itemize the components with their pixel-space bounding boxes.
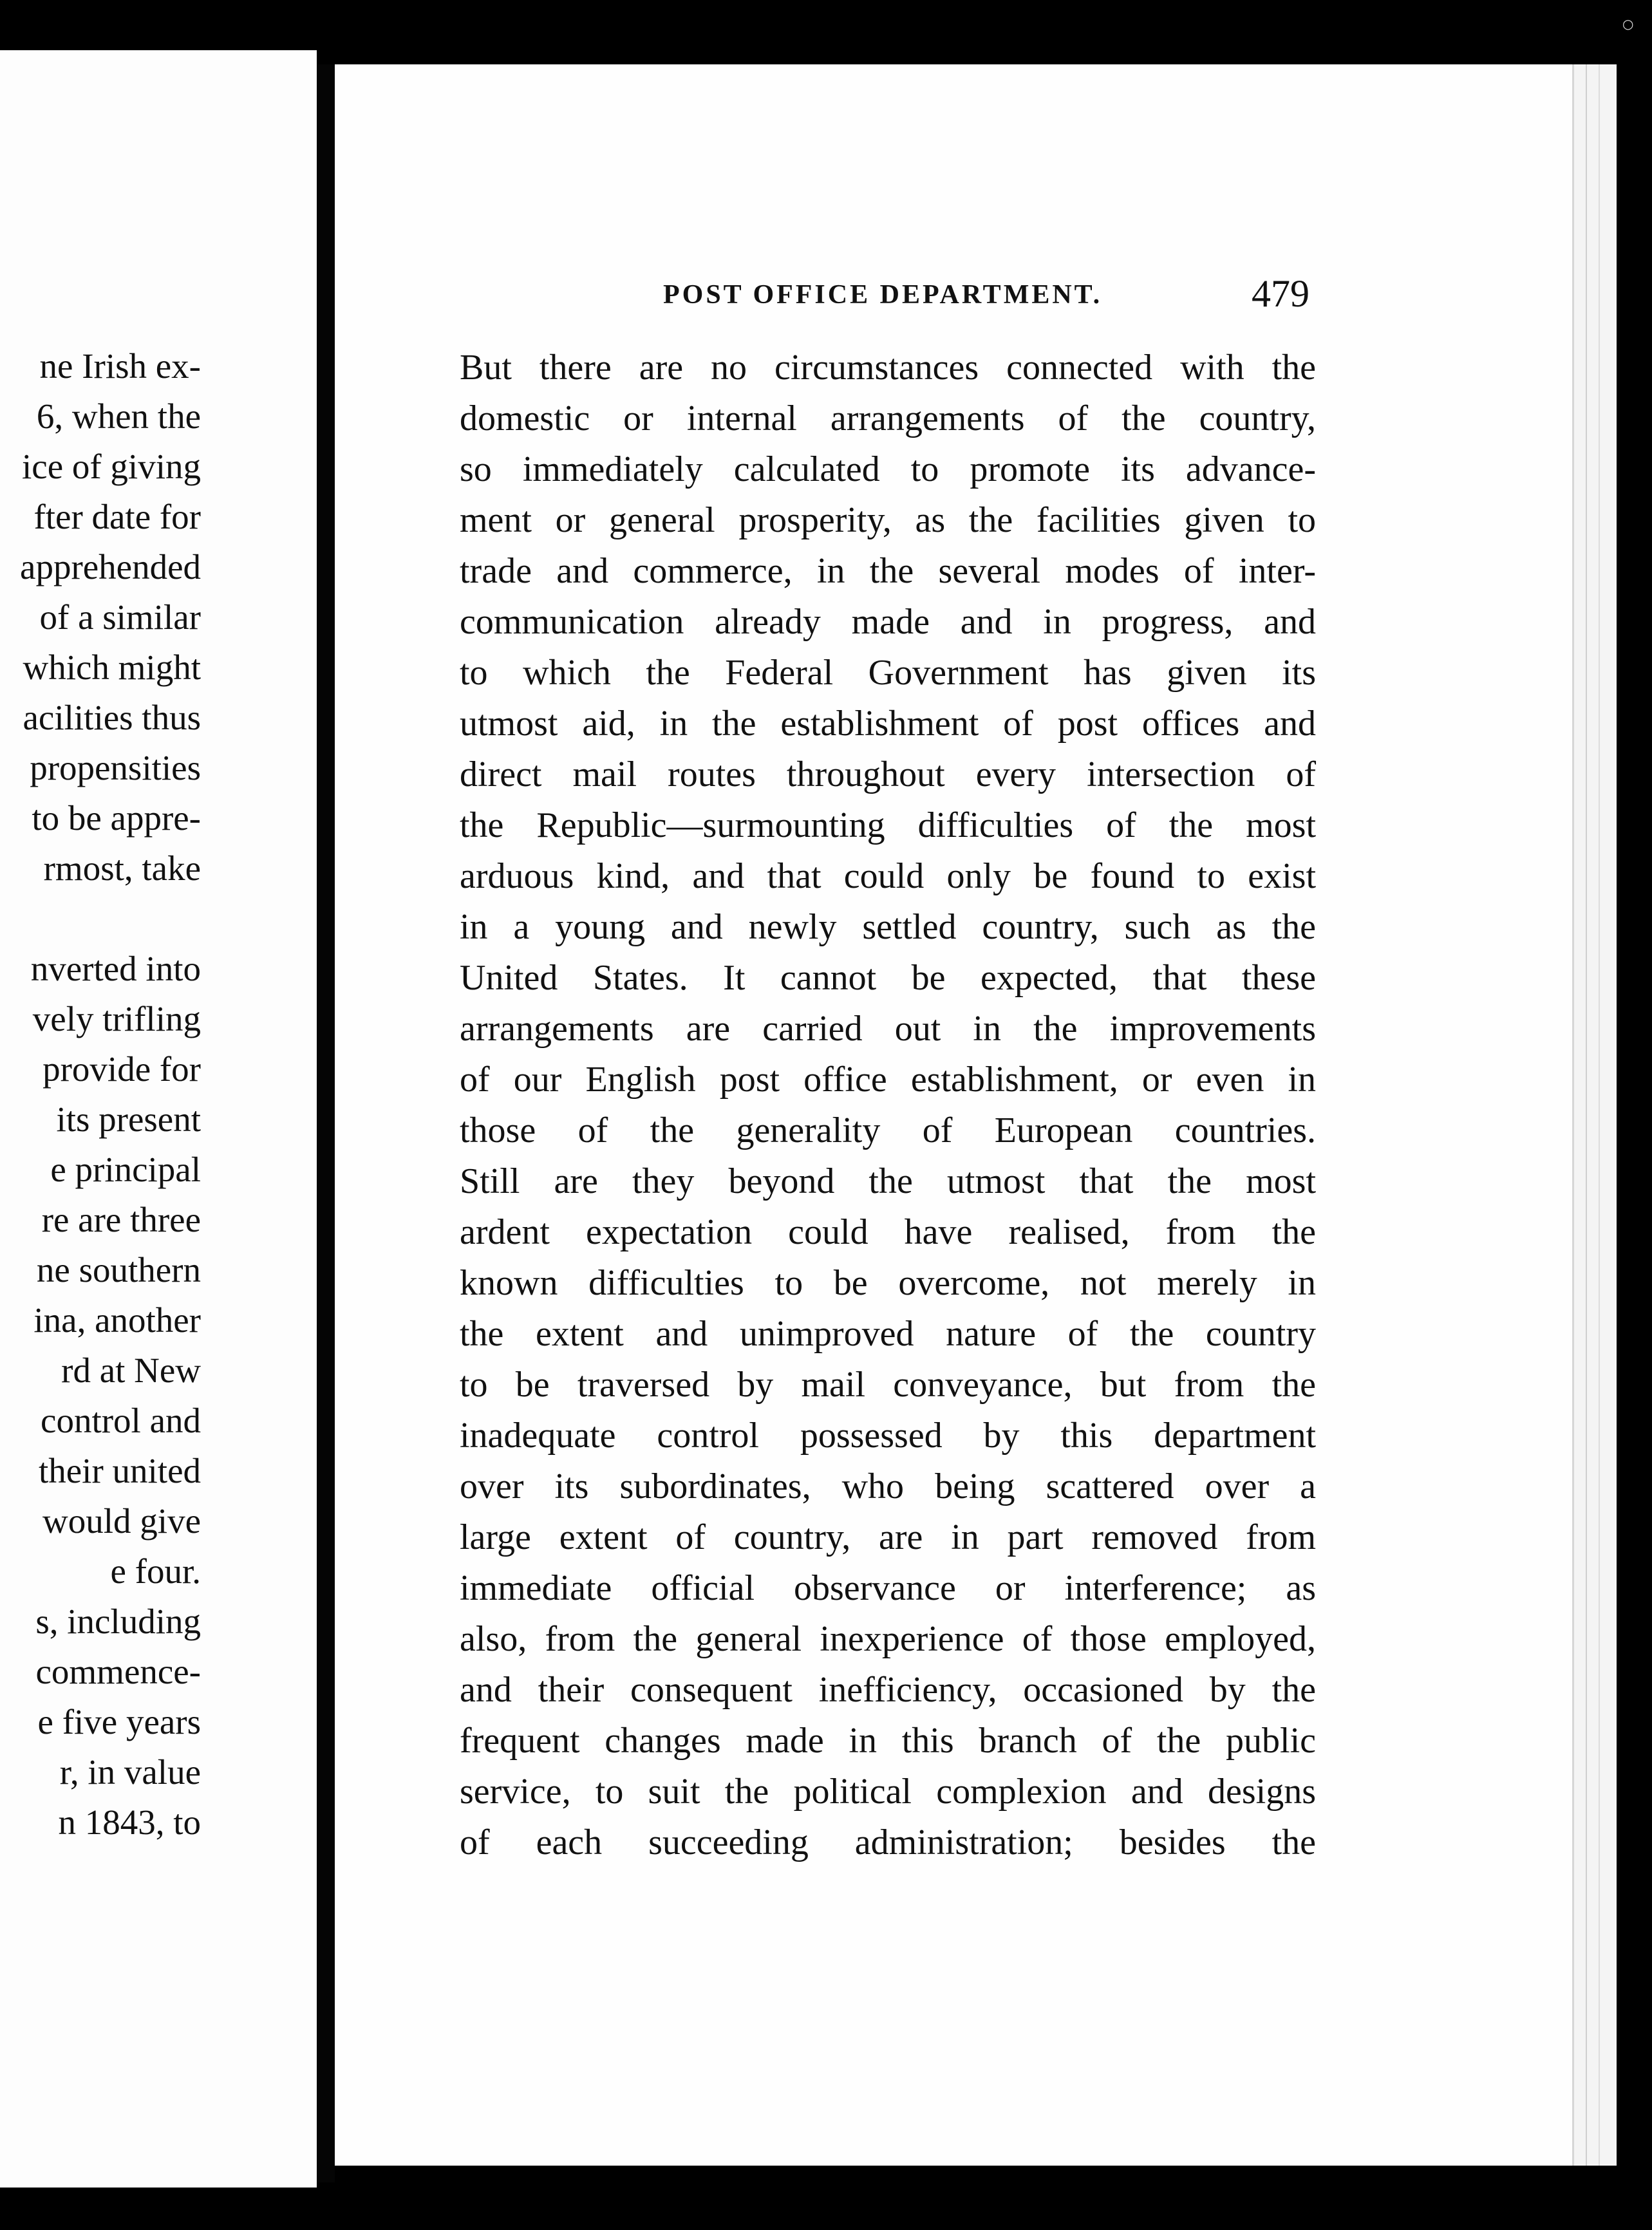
left-page-line: commence- xyxy=(35,1652,201,1691)
book-gutter xyxy=(317,64,335,2182)
body-text-line: service, to suit the political complexion and designs xyxy=(460,1772,1316,1812)
body-text-line: ardent expectation could have realised, from the xyxy=(460,1212,1316,1252)
left-page-line: of a similar xyxy=(39,597,201,637)
left-page-line: e five years xyxy=(37,1702,201,1741)
body-text-line: in a young and newly settled country, such as the xyxy=(460,907,1316,947)
left-page-line: vely trifling xyxy=(32,999,201,1038)
left-page-line: acilities thus xyxy=(23,698,201,737)
body-text-line: But there are no circumstances connected with the xyxy=(460,348,1316,388)
body-text-line: and their consequent inefficiency, occasioned by the xyxy=(460,1670,1316,1710)
body-text-line: trade and commerce, in the several modes of inter- xyxy=(460,551,1316,591)
left-page-line: would give xyxy=(42,1501,201,1541)
left-page-line: n 1843, to xyxy=(58,1803,201,1842)
left-page-line: nverted into xyxy=(30,949,201,988)
body-text-line: domestic or internal arrangements of the country, xyxy=(460,398,1316,438)
body-text-line: direct mail routes throughout every intersection of xyxy=(460,754,1316,794)
body-text-line: utmost aid, in the establishment of post offices and xyxy=(460,704,1316,744)
left-page-line: apprehended xyxy=(20,547,201,586)
left-facing-page xyxy=(0,50,317,2188)
body-text-line: to which the Federal Government has given its xyxy=(460,653,1316,693)
body-text-line: of our English post office establishment, or even in xyxy=(460,1060,1316,1100)
body-text-line: arduous kind, and that could only be found to exist xyxy=(460,856,1316,896)
body-text-line: United States. It cannot be expected, that these xyxy=(460,958,1316,998)
left-page-line: ice of giving xyxy=(22,447,201,486)
body-text-line: Still are they beyond the utmost that the most xyxy=(460,1161,1316,1201)
body-text-line: so immediately calculated to promote its advance- xyxy=(460,449,1316,489)
left-page-line: rmost, take xyxy=(43,848,201,888)
left-page-line: s, including xyxy=(35,1602,201,1641)
body-text-line: frequent changes made in this branch of the public xyxy=(460,1721,1316,1761)
body-text-line: known difficulties to be overcome, not merely in xyxy=(460,1263,1316,1303)
body-text-line: those of the generality of European countries. xyxy=(460,1110,1316,1150)
left-page-line: e four. xyxy=(110,1551,201,1591)
body-text-line: the Republic—surmounting difficulties of the most xyxy=(460,805,1316,845)
body-text-line: ment or general prosperity, as the facilities given to xyxy=(460,500,1316,540)
body-text-line: of each succeeding administration; besides the xyxy=(460,1822,1316,1862)
left-page-line: r, in value xyxy=(59,1752,201,1792)
left-page-line: 6, when the xyxy=(36,397,201,436)
left-page-line: propensities xyxy=(30,748,201,787)
body-text-line: large extent of country, are in part removed from xyxy=(460,1517,1316,1557)
running-head: POST OFFICE DEPARTMENT. xyxy=(663,280,1103,310)
left-page-line: its present xyxy=(56,1100,201,1139)
scan-corner-mark-icon: ○ xyxy=(1622,16,1634,32)
left-page-line: which might xyxy=(23,648,201,687)
page-edge-stack xyxy=(1572,64,1617,2166)
body-text-line: immediate official observance or interference; as xyxy=(460,1568,1316,1608)
body-text-line: to be traversed by mail conveyance, but from the xyxy=(460,1365,1316,1405)
body-text-line: the extent and unimproved nature of the country xyxy=(460,1314,1316,1354)
body-text-line: arrangements are carried out in the improvements xyxy=(460,1009,1316,1049)
left-page-line: provide for xyxy=(42,1049,201,1089)
left-page-line: ne southern xyxy=(36,1250,201,1289)
body-text-line: communication already made and in progress, and xyxy=(460,602,1316,642)
left-page-line: fter date for xyxy=(33,497,201,536)
left-page-line: ina, another xyxy=(33,1300,201,1340)
body-text-line: inadequate control possessed by this department xyxy=(460,1416,1316,1456)
left-page-line: ne Irish ex- xyxy=(39,346,201,386)
page-number: 479 xyxy=(1252,272,1309,315)
left-page-line: re are three xyxy=(41,1200,201,1239)
left-page-line: rd at New xyxy=(61,1351,201,1390)
left-page-line: to be appre- xyxy=(32,798,201,838)
body-text-line: over its subordinates, who being scattered over a xyxy=(460,1466,1316,1506)
left-page-line: control and xyxy=(41,1401,201,1440)
left-page-line: their united xyxy=(38,1451,201,1490)
left-page-line: e principal xyxy=(50,1150,201,1189)
body-text-line: also, from the general inexperience of those employed, xyxy=(460,1619,1316,1659)
